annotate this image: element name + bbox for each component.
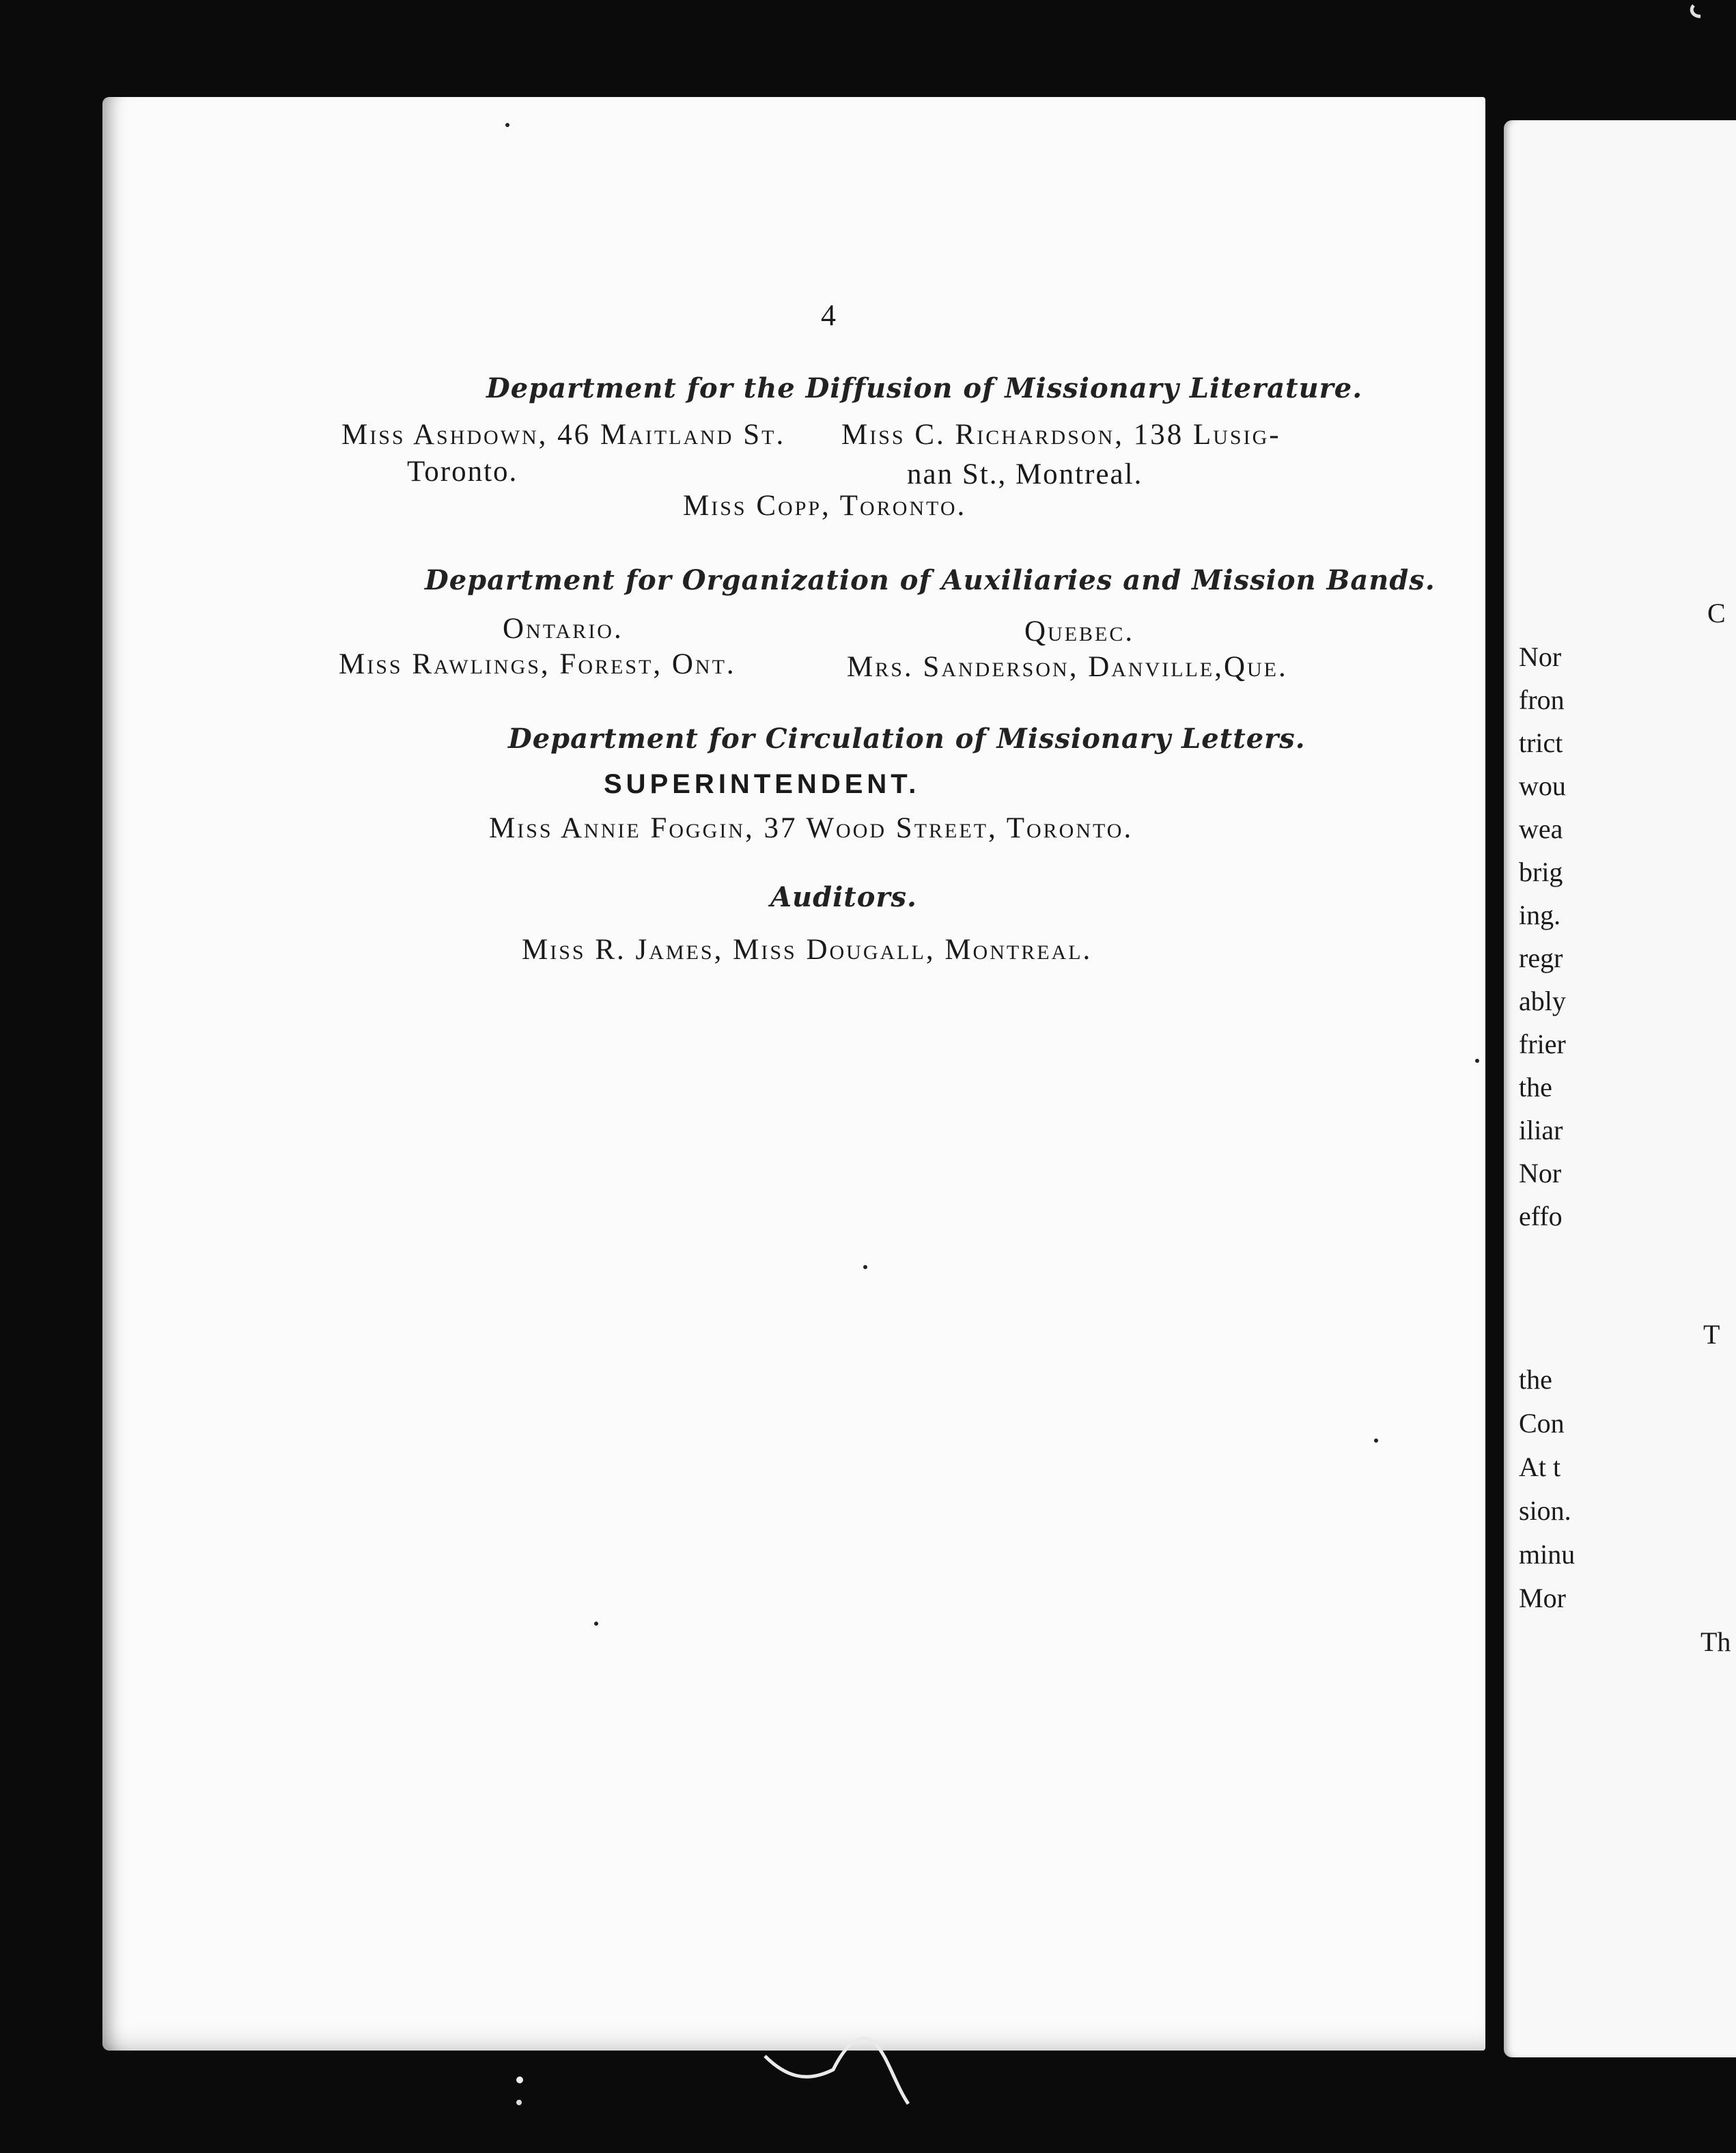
organization-heading: Department for Organization of Auxiliaries and Mission Bands. xyxy=(425,564,1436,596)
facing-line: Mor xyxy=(1519,1583,1566,1613)
dust-speck xyxy=(863,1265,867,1269)
auditors-heading: Auditors. xyxy=(770,881,917,913)
circulation-heading: Department for Circulation of Missionary Letters. xyxy=(508,723,1306,755)
facing-line: ing. xyxy=(1519,900,1561,930)
facing-line: frier xyxy=(1519,1029,1566,1059)
facing-line: trict xyxy=(1519,727,1563,758)
facing-line: fron xyxy=(1519,684,1565,715)
dust-speck xyxy=(516,2076,523,2083)
superintendent-label: SUPERINTENDENT. xyxy=(604,769,921,799)
facing-line: the xyxy=(1519,1364,1552,1395)
facing-line: brig xyxy=(1519,857,1563,887)
page-number: 4 xyxy=(821,298,836,332)
organization-left-region: Ontario. xyxy=(503,613,624,645)
facing-line: Nor xyxy=(1519,641,1562,672)
superintendent-name: Miss Annie Foggin, 37 Wood Street, Toronto. xyxy=(489,812,1134,844)
facing-line: wea xyxy=(1519,814,1563,844)
facing-line: minu xyxy=(1519,1539,1576,1570)
facing-line: T xyxy=(1703,1319,1720,1350)
facing-line: Con xyxy=(1519,1408,1565,1439)
facing-line: ably xyxy=(1519,986,1566,1016)
scan-scratch-mark xyxy=(758,2029,922,2131)
diffusion-left-line1: Miss Ashdown, 46 Maitland St. xyxy=(341,419,786,451)
facing-line: Th xyxy=(1700,1626,1731,1657)
diffusion-center-line: Miss Copp, Toronto. xyxy=(683,490,967,522)
diffusion-left-line2: Toronto. xyxy=(407,456,518,488)
facing-line: the xyxy=(1519,1072,1552,1102)
facing-line: Nor xyxy=(1519,1158,1562,1189)
dust-speck xyxy=(1475,1059,1479,1063)
facing-line: At t xyxy=(1519,1451,1561,1482)
dust-speck xyxy=(505,123,509,127)
diffusion-heading: Department for the Diffusion of Missionary Literature. xyxy=(486,372,1363,404)
dust-speck xyxy=(594,1622,598,1626)
facing-line: iliar xyxy=(1519,1115,1563,1145)
diffusion-right-line2: nan St., Montreal. xyxy=(907,458,1143,490)
organization-left-name: Miss Rawlings, Forest, Ont. xyxy=(339,648,736,680)
facing-line: sion. xyxy=(1519,1495,1571,1526)
auditors-names: Miss R. James, Miss Dougall, Montreal. xyxy=(522,934,1093,966)
corner-mark xyxy=(1687,0,1714,27)
facing-line: C xyxy=(1707,598,1726,628)
diffusion-right-line1: Miss C. Richardson, 138 Lusig- xyxy=(841,419,1281,451)
facing-line: wou xyxy=(1519,770,1566,801)
dust-speck xyxy=(516,2100,522,2105)
facing-line: regr xyxy=(1519,943,1563,973)
dust-speck xyxy=(1374,1439,1378,1443)
organization-right-name: Mrs. Sanderson, Danville,Que. xyxy=(847,651,1288,683)
facing-line: effo xyxy=(1519,1201,1563,1232)
organization-right-region: Quebec. xyxy=(1024,615,1135,648)
